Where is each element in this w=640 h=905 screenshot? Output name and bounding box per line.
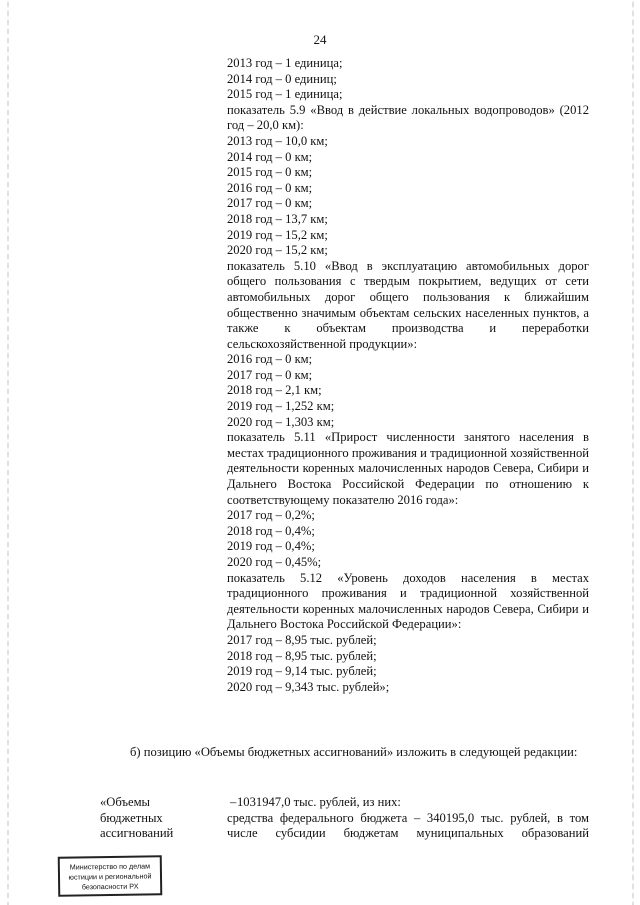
year-value-line: 2017 год – 0,2%; xyxy=(227,508,315,523)
year-value-line: 2016 год – 0 км; xyxy=(227,180,313,195)
indicator-heading: показатель 5.11 «Прирост численности занятого населения в местах традиционного проживания и традиционной хозяйственной деятельности коренных малочисленных народов Севера, Сибири и Дальнего Востока Российской Федерации по отношению к соответствующему показателю 2016 года»: xyxy=(227,430,589,507)
budget-value-cell xyxy=(227,795,589,842)
year-value-line: 2020 год – 0,45%; xyxy=(227,555,322,569)
budget-label-line: «Объемы xyxy=(100,795,151,809)
budget-dash: – xyxy=(230,795,237,809)
year-value-line: 2015 год – 1 единица; xyxy=(227,87,343,102)
year-value-line: 2018 год – 13,7 км; xyxy=(227,211,328,226)
budget-value-line: числе субсидии бюджетам муниципальных образований xyxy=(227,826,589,841)
year-value-line: 2020 год – 1,303 км; xyxy=(227,414,335,429)
year-value-line: 2019 год – 9,14 тыс. рублей; xyxy=(227,664,377,679)
year-value-line: 2020 год – 9,343 тыс. рублей»; xyxy=(227,679,390,694)
year-value-line: 2020 год – 15,2 км; xyxy=(227,243,328,258)
budget-label-line: ассигнований xyxy=(100,826,174,841)
budget-label-line: бюджетных xyxy=(100,810,163,825)
page-number: 24 xyxy=(313,32,327,47)
year-value-line: 2018 год – 8,95 тыс. рублей; xyxy=(227,648,377,663)
year-value-line: 2018 год – 2,1 км; xyxy=(227,383,322,398)
year-value-line: 2015 год – 0 км; xyxy=(227,165,313,180)
indicator-heading: показатель 5.9 «Ввод в действие локальных водопроводов» (2012 год – 20,0 км): xyxy=(227,102,589,133)
year-value-line: 2018 год – 0,4%; xyxy=(227,523,315,538)
budget-value-line: средства федерального бюджета – 340195,0 тыс. рублей, в том xyxy=(227,810,589,825)
indicator-list xyxy=(227,56,589,695)
scan-edge-right xyxy=(632,0,634,905)
year-value-line: 2013 год – 1 единица; xyxy=(227,56,343,70)
stamp-line: безопасности РХ xyxy=(81,881,139,892)
year-value-line: 2013 год – 10,0 км; xyxy=(227,133,328,148)
year-value-line: 2019 год – 15,2 км; xyxy=(227,227,328,242)
year-value-line: 2017 год – 8,95 тыс. рублей; xyxy=(227,632,377,647)
year-value-line: 2019 год – 1,252 км; xyxy=(227,399,335,414)
paragraph-b: б) позицию «Объемы бюджетных ассигнований» изложить в следующей редакции: xyxy=(130,745,578,759)
indicator-heading: показатель 5.10 «Ввод в эксплуатацию автомобильных дорог общего пользования с твердым покрытием, ведущих от сети автомобильных дорог общего пользования к ближайшим общественно значимым объектам сельских населенных пунктов, а также к объектам производства и переработки сельскохозяйственной продукции»: xyxy=(227,258,589,351)
indicator-heading: показатель 5.12 «Уровень доходов населения в местах традиционного проживания и традиционной хозяйственной деятельности коренных малочисленных народов Севера, Сибири и Дальнего Востока Российской Федерации»: xyxy=(227,570,589,632)
scan-edge-left xyxy=(7,0,9,905)
year-value-line: 2017 год – 0 км; xyxy=(227,196,313,211)
year-value-line: 2016 год – 0 км; xyxy=(227,352,313,367)
stamp-line: Министерство по делам xyxy=(69,861,151,872)
ministry-stamp xyxy=(58,855,163,896)
year-value-line: 2017 год – 0 км; xyxy=(227,367,313,382)
budget-label-cell xyxy=(100,795,210,842)
stamp-line: юстиции и региональной xyxy=(68,871,152,882)
year-value-line: 2019 год – 0,4%; xyxy=(227,539,315,554)
year-value-line: 2014 год – 0 единиц; xyxy=(227,71,337,86)
year-value-line: 2014 год – 0 км; xyxy=(227,149,313,164)
budget-value-line: 1031947,0 тыс. рублей, из них: xyxy=(237,795,401,809)
